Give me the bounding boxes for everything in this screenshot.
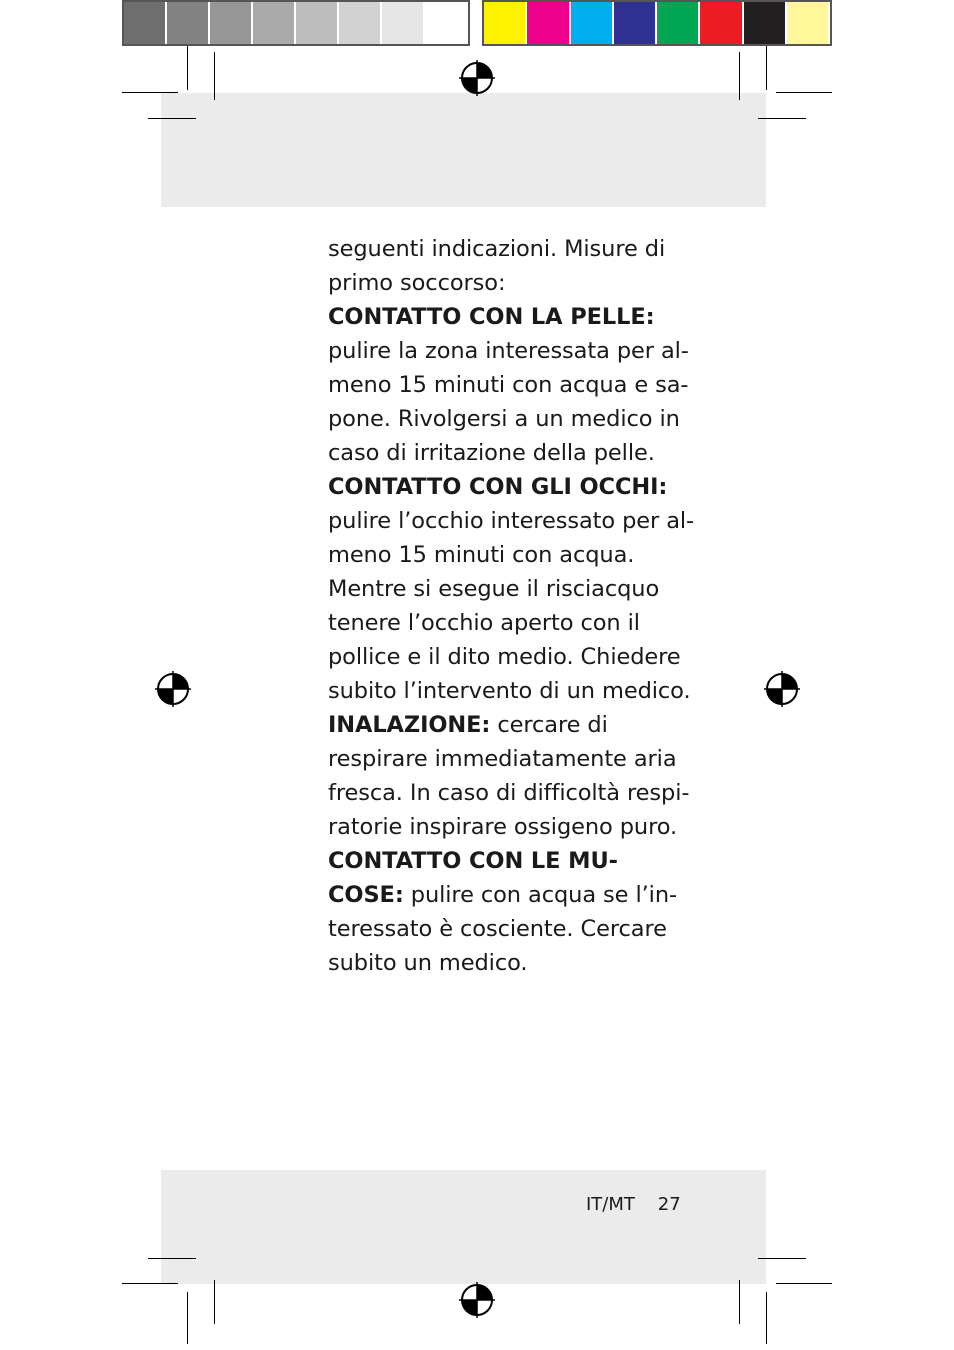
text-line xyxy=(328,912,688,946)
color-swatch xyxy=(339,2,380,44)
section-heading: CONTATTO CON LA PELLE: xyxy=(328,304,655,330)
text-line xyxy=(328,606,688,640)
locale-label: IT/MT xyxy=(586,1194,635,1215)
section-heading: CONTATTO CON LE MU- xyxy=(328,848,618,874)
color-swatch xyxy=(657,2,698,44)
text-line xyxy=(328,538,688,572)
text-line xyxy=(328,232,688,266)
color-swatch xyxy=(571,2,612,44)
section-heading: INALAZIONE: xyxy=(328,712,491,738)
header-band xyxy=(161,93,766,207)
body-text: subito un medico. xyxy=(328,950,528,976)
text-line xyxy=(328,742,688,776)
body-text: meno 15 minuti con acqua e sa- xyxy=(328,372,689,398)
color-swatch xyxy=(787,2,828,44)
page-number: 27 xyxy=(657,1194,681,1215)
page-footer xyxy=(586,1191,681,1219)
color-swatch xyxy=(614,2,655,44)
registration-mark-icon xyxy=(764,671,800,707)
body-text: subito l’intervento di un medico. xyxy=(328,678,691,704)
color-swatch xyxy=(527,2,568,44)
text-line xyxy=(328,300,688,334)
text-line xyxy=(328,334,688,368)
body-text: pone. Rivolgersi a un medico in xyxy=(328,406,680,432)
registration-mark-icon xyxy=(459,1282,495,1318)
text-line xyxy=(328,844,688,878)
text-line xyxy=(328,572,688,606)
text-line xyxy=(328,878,688,912)
color-swatch xyxy=(210,2,251,44)
text-line xyxy=(328,504,695,538)
text-line xyxy=(328,402,688,436)
color-swatch xyxy=(253,2,294,44)
body-text: pulire l’occhio interessato per al- xyxy=(328,508,695,534)
body-text: fresca. In caso di difficoltà respi- xyxy=(328,780,690,806)
body-text: respirare immediatamente aria xyxy=(328,746,677,772)
text-line xyxy=(328,810,688,844)
color-swatch xyxy=(700,2,741,44)
color-swatch xyxy=(124,2,165,44)
color-swatch xyxy=(425,2,466,44)
text-line xyxy=(328,266,688,300)
body-text: pulire con acqua se l’in- xyxy=(403,882,678,908)
text-line xyxy=(328,640,688,674)
color-calibration-bar xyxy=(482,0,832,46)
first-aid-text xyxy=(328,232,695,980)
text-line xyxy=(328,436,688,470)
registration-mark-icon xyxy=(459,60,495,96)
text-line xyxy=(328,708,688,742)
body-text: seguenti indicazioni. Misure di xyxy=(328,236,666,262)
body-text: pulire la zona interessata per al- xyxy=(328,338,689,364)
color-swatch xyxy=(167,2,208,44)
color-swatch xyxy=(484,2,525,44)
color-swatch xyxy=(296,2,337,44)
registration-mark-icon xyxy=(155,671,191,707)
body-text: Mentre si esegue il risciacquo xyxy=(328,576,660,602)
body-text: pollice e il dito medio. Chiedere xyxy=(328,644,681,670)
body-text: cercare di xyxy=(490,712,608,738)
section-heading: CONTATTO CON GLI OCCHI: xyxy=(328,474,668,500)
text-line xyxy=(328,470,688,504)
color-swatch xyxy=(382,2,423,44)
footer-band xyxy=(161,1170,766,1284)
text-line xyxy=(328,368,688,402)
section-heading: COSE: xyxy=(328,882,404,908)
body-text: ratorie inspirare ossigeno puro. xyxy=(328,814,678,840)
text-line xyxy=(328,946,688,980)
body-text: primo soccorso: xyxy=(328,270,506,296)
body-text: tenere l’occhio aperto con il xyxy=(328,610,640,636)
text-line xyxy=(328,674,691,708)
body-text: teressato è cosciente. Cercare xyxy=(328,916,667,942)
text-line xyxy=(328,776,688,810)
body-text: meno 15 minuti con acqua. xyxy=(328,542,635,568)
grayscale-calibration-bar xyxy=(122,0,470,46)
body-text: caso di irritazione della pelle. xyxy=(328,440,655,466)
color-swatch xyxy=(744,2,785,44)
